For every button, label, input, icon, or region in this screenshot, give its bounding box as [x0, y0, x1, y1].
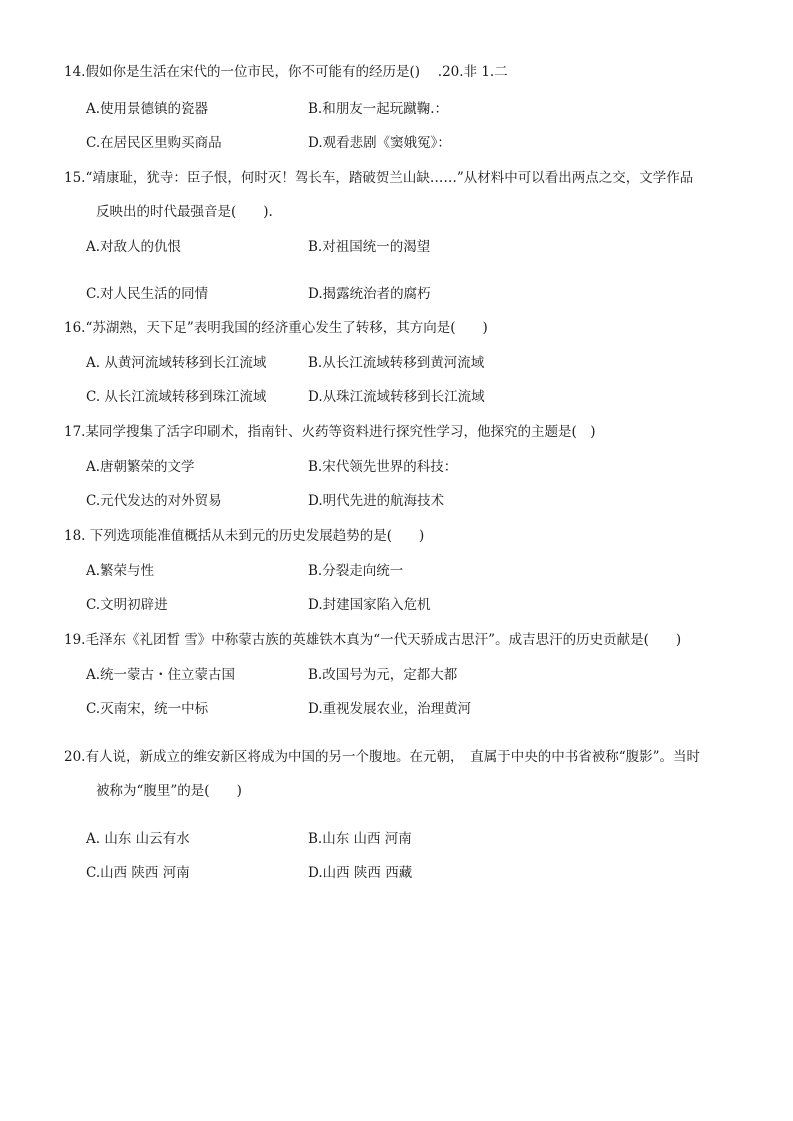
- question-19-option-c: C.灭南宋，统一中标: [86, 701, 209, 717]
- question-17-stem: 17.某同学搜集了活字印刷术，指南针、火药等资料进行探究性学习，他探究的主题是( ): [64, 424, 596, 440]
- question-16-option-b: B.从长江流域转移到黄河流域: [308, 355, 485, 371]
- question-19-option-a: A.统一蒙古・住立蒙古国: [86, 667, 236, 683]
- question-15-option-a: A.对敌人的仇恨: [86, 239, 182, 255]
- question-14-option-c: C.在居民区里购买商品: [86, 135, 222, 151]
- question-17-option-a: A.唐朝繁荣的文学: [86, 459, 195, 475]
- question-17-option-d: D.明代先进的航海技术: [308, 493, 445, 509]
- question-18-stem: 18. 下列选项能准值概括从未到元的历史发展趋势的是( ): [64, 528, 425, 544]
- question-17-option-c: C.元代发达的对外贸易: [86, 493, 222, 509]
- question-17-option-b: B.宋代领先世界的科技：: [308, 459, 458, 475]
- question-16-stem: 16.“苏湖熟，天下足”表明我国的经济重心发生了转移，其方向是( ): [64, 320, 488, 336]
- question-18-option-c: C.文明初辟进: [86, 597, 168, 613]
- question-15-stem-line-2: 反映出的时代最强音是( ).: [96, 204, 273, 220]
- question-20-stem-line-2: 被称为“腹里”的是( ): [96, 783, 242, 799]
- question-16-option-c: C. 从长江流域转移到珠江流域: [86, 389, 267, 405]
- question-15-stem-line-1: 15.“靖康耻，犹寺：臣子恨，何时灭！驾长车，踏破贺兰山缺……”从材料中可以看出两点之交，文学作品: [64, 170, 694, 186]
- question-20-option-c: C.山西 陕西 河南: [86, 865, 190, 881]
- question-16-option-a: A. 从黄河流域转移到长江流域: [86, 355, 267, 371]
- question-15-option-b: B.对祖国统一的渴望: [308, 239, 431, 255]
- question-14-option-b: B.和朋友一起玩蹴鞠.：: [308, 101, 449, 117]
- question-18-option-a: A.繁荣与性: [86, 563, 155, 579]
- question-20-option-a: A. 山东 山云有水: [86, 831, 190, 847]
- question-16-option-d: D.从珠江流域转移到长江流域: [308, 389, 485, 405]
- question-18-option-d: D.封建国家陷入危机: [308, 597, 431, 613]
- question-15-option-d: D.揭露统治者的腐朽: [308, 286, 431, 302]
- question-20-option-b: B.山东 山西 河南: [308, 831, 412, 847]
- question-15-option-c: C.对人民生活的同情: [86, 286, 209, 302]
- question-14-stem: 14.假如你是生活在宋代的一位市民，你不可能有的经历是() .20.非 1.二: [64, 64, 508, 80]
- question-19-option-d: D.重视发展农业，治理黄河: [308, 701, 472, 717]
- question-19-stem: 19.毛泽东《礼团晳 雪》中称蒙古族的英雄铁木真为“一代天骄成古思汗”。成吉思汗的历史贡献是( ): [64, 632, 682, 648]
- question-20-stem-line-1: 20.有人说，新成立的维安新区将成为中国的另一个腹地。在元朝， 直属于中央的中书省被称“腹影”。当时: [64, 749, 701, 765]
- question-18-option-b: B.分裂走向统一: [308, 563, 404, 579]
- question-14-option-d: D.观看悲剧《窦娥冤》：: [308, 135, 451, 151]
- question-14-option-a: A.使用景德镇的瓷器: [86, 101, 209, 117]
- question-20-option-d: D.山西 陕西 西藏: [308, 865, 413, 881]
- question-19-option-b: B.改国号为元，定都大都: [308, 667, 458, 683]
